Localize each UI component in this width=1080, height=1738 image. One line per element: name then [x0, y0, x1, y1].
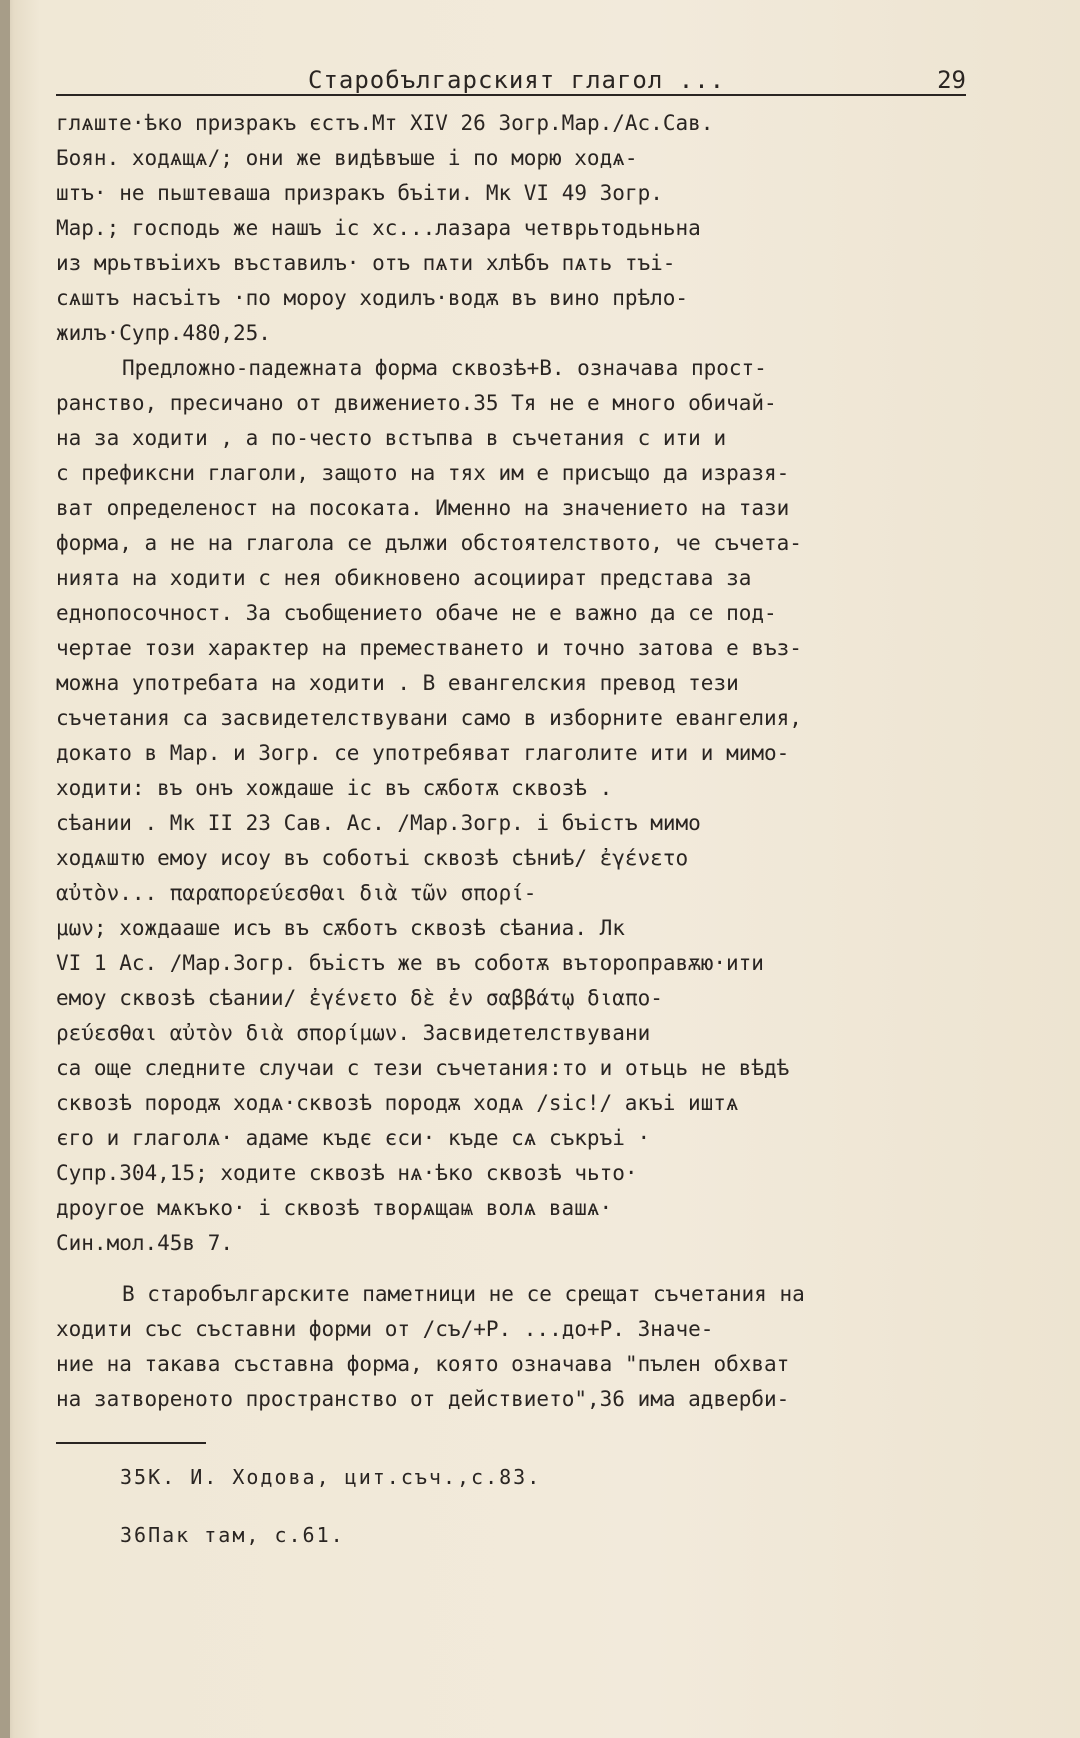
text-line: са още следните случаи с тези съчетания:то и отьць не вѣдѣ [56, 1056, 790, 1080]
running-header [56, 64, 966, 96]
text-line: ват определеност на посоката. Именно на значението на тази [56, 496, 790, 520]
body-text [56, 106, 981, 1417]
footnotes [120, 1462, 920, 1578]
text-line: μων; хождааше исъ въ сѫботъ сквозѣ сѣаниа. Лк [56, 916, 625, 940]
text-line: єго и глаголѧ· адаме къдє єси· къде сѧ съкръі · [56, 1126, 651, 1150]
footnote-35: 35К. И. Ходова, цит.съч.,с.83. [120, 1465, 542, 1489]
text-line: можна употребата на ходити . В евангелския превод тези [56, 671, 739, 695]
text-line: VI 1 Ас. /Мар.Зогр. бъістъ же въ соботѫ вътороправѫю·ити [56, 951, 764, 975]
text-line: ние на такава съставна форма, която означава "пълен обхват [56, 1352, 790, 1376]
text-line: с префиксни глаголи, защото на тях им е присъщо да изразя- [56, 461, 790, 485]
text-line: форма, а не на глагола се дължи обстоятелството, че съчета- [56, 531, 802, 555]
text-line: глѧште·ѣко призракъ єстъ.Мт XIV 26 Зогр.Мар./Ас.Сав. [56, 111, 714, 135]
text-line: сѣании . Мк II 23 Сав. Ас. /Мар.Зогр. і бъістъ мимо [56, 811, 701, 835]
text-line: Предложно-падежната форма сквозѣ+В. означава прост- [122, 356, 767, 380]
text-line: жилъ·Супр.480,25. [56, 321, 271, 345]
text-line: еднопосочност. За съобщението обаче не е важно да се под- [56, 601, 777, 625]
text-line: на затвореното пространство от действието",36 има адверби- [56, 1387, 790, 1411]
page-spine-shadow [0, 0, 10, 1738]
text-line: ρεύεσθαι αὐτὸν διὰ σπορίμων. Засвидетелствувани [56, 1021, 651, 1045]
footnote-36: 36Пак там, с.61. [120, 1523, 345, 1547]
page-number: 29 [937, 66, 966, 94]
text-line: сквозѣ породѫ ходѧ·сквозѣ породѫ ходѧ /sic!/ акъі иштѧ [56, 1091, 739, 1115]
text-line: емоу сквозѣ сѣании/ ἐγένετο δὲ ἐν σαββάτῳ διαπο- [56, 986, 663, 1010]
text-line: нията на ходити с нея обикновено асоциират представа за [56, 566, 752, 590]
text-line: съчетания са засвидетелствувани само в изборните евангелия, [56, 706, 802, 730]
text-line: чертае този характер на преместването и точно затова е въз- [56, 636, 802, 660]
text-line: ходити: въ онъ хождаше іс въ сѫботѫ сквозѣ . [56, 776, 613, 800]
text-line: αὐτὸν... παραπορεύεσθαι διὰ τῶν σπορί- [56, 881, 537, 905]
text-line: штъ· не пьштеваша призракъ бъіти. Мк VI 49 Зогр. [56, 181, 663, 205]
text-line: ранство, пресичано от движението.35 Тя не е много обичай- [56, 391, 777, 415]
text-line: дроугое мѧкъко· і сквозѣ творѧщаѩ волѧ вашѧ· [56, 1196, 613, 1220]
text-line: В старобългарските паметници не се срещат съчетания на [122, 1282, 805, 1306]
text-line: сѧштъ насъітъ ·по мороу ходилъ·водѫ въ вино прѣло- [56, 286, 689, 310]
text-line: Син.мол.45в 7. [56, 1231, 234, 1255]
text-line: докато в Мар. и Зогр. се употребяват глаголите ити и мимо- [56, 741, 790, 765]
text-line: Супр.304,15; ходите сквозѣ нѧ·ѣко сквозѣ чьто· [56, 1161, 638, 1185]
text-line: на за ходити , а по-често встъпва в съчетания с ити и [56, 426, 727, 450]
footnote-separator [56, 1442, 206, 1444]
running-title: Старобългарският глагол ... [308, 66, 726, 94]
text-line: из мрьтвъіихъ въставилъ· отъ пѧти хлѣбъ пѧть тъі- [56, 251, 676, 275]
text-line: ходити със съставни форми от /съ/+Р. ...до+Р. Значе- [56, 1317, 714, 1341]
text-line: ходѧштю емоу исоу въ соботъі сквозѣ сѣниѣ/ ἐγένετο [56, 846, 689, 870]
text-line: Мар.; господь же нашъ іс хс...лазара четврьтодьньна [56, 216, 701, 240]
text-line: Боян. ходѧщѧ/; они же видѣвъше і по морю ходѧ- [56, 146, 638, 170]
